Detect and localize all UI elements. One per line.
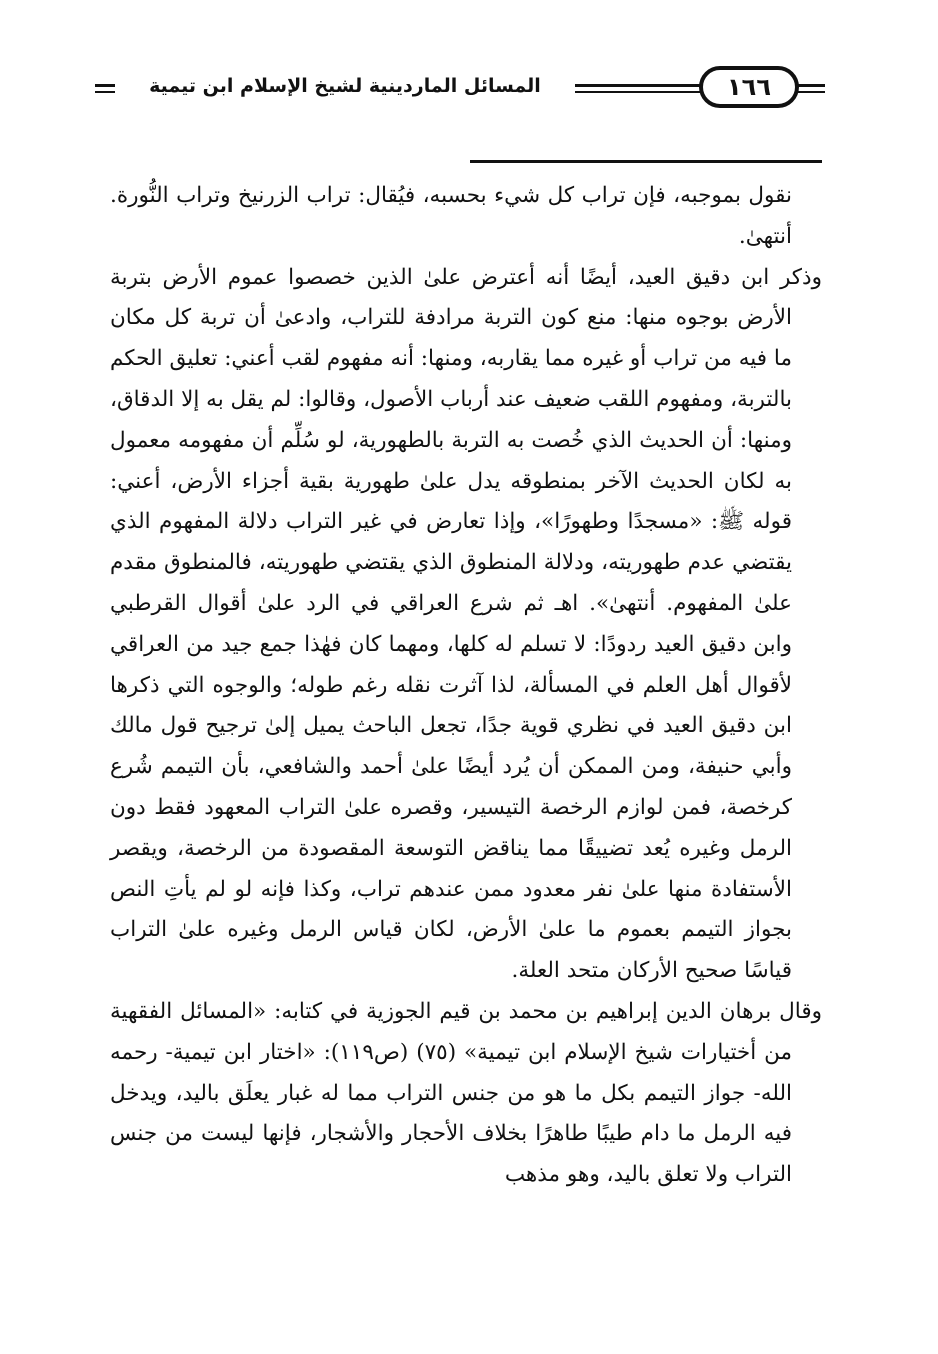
paragraph: نقول بموجبه، فإن تراب كل شيء بحسبه، فيُقال: تراب الزرنيخ وتراب النُّورة. أنتهىٰ. <box>110 183 792 249</box>
body-text <box>110 176 822 1196</box>
paragraph: وذكر ابن دقيق العيد، أيضًا أنه أعترض علىٰ الذين خصصوا عموم الأرض بتربة الأرض بوجوه منها: منع كون التربة مرادفة للتراب، وادعىٰ أن تربة كل مكان ما فيه من تراب أو غيره مما يقاربه، ومنها: أنه مفهوم لقب أعني: تعليق الحكم بالتربة، ومفهوم اللقب ضعيف عند أرباب الأصول، وقالوا: لم يقل به إلا الدقاق، ومنها: أن الحديث الذي خُصت به التربة بالطهورية، لو سُلِّم أن مفهومه معمول به لكان الحديث الآخر بمنطوقه يدل علىٰ طهورية بقية أجزاء الأرض، أعني: قوله ﷺ: «مسجدًا وطهورًا»، وإذا تعارض في غير التراب دلالة المفهوم الذي يقتضي عدم طهوريته، ودلالة المنطوق الذي يقتضي طهوريته، فالمنطوق مقدم علىٰ المفهوم. أنتهىٰ». اهـ ثم شرع العراقي في الرد علىٰ أقوال القرطبي وابن دقيق العيد ردودًا: لا تسلم له كلها، ومهما كان فهٰذا جمع جيد من العراقي لأقوال أهل العلم في المسألة، لذا آثرت نقله رغم طوله؛ والوجوه التي ذكرها ابن دقيق العيد في نظري قوية جدًا، تجعل الباحث يميل إلىٰ ترجيح قول مالك وأبي حنيفة، ومن الممكن أن يُرد أيضًا علىٰ أحمد والشافعي، بأن التيمم شُرع كرخصة، فمن لوازم الرخصة التيسير، وقصره علىٰ التراب المعهود فقط دون الرمل وغيره يُعد تضييقًا مما يناقض التوسعة المقصودة من الرخصة، ويقصر الأستفادة منها علىٰ نفر معدود ممن عندهم تراب، وكذا فإنه لو لم يأتِ النص بجواز التيمم بعموم ما علىٰ الأرض، لكان قياس الرمل وغيره علىٰ التراب قياسًا صحيح الأركان متحد العلة. <box>110 264 822 984</box>
page-number: ١٦٦ <box>699 66 799 108</box>
continuation-rule <box>470 160 822 163</box>
page-header <box>95 62 825 114</box>
running-title: المسائل الماردينية لشيخ الإسلام ابن تيمية <box>115 64 575 108</box>
paragraph: وقال برهان الدين إبراهيم بن محمد بن قيم الجوزية في كتابه: «المسائل الفقهية من أختيارات شيخ الإسلام ابن تيمية» (٧٥) (ص١١٩): «اختار ابن تيمية- رحمه الله- جواز التيمم بكل ما هو من جنس التراب مما له غبار يعلَق باليد، ويدخل فيه الرمل ما دام طيبًا طاهرًا بخلاف الأحجار والأشجار، فإنها ليست من جنس التراب ولا تعلق باليد، وهو مذهب <box>110 998 822 1188</box>
